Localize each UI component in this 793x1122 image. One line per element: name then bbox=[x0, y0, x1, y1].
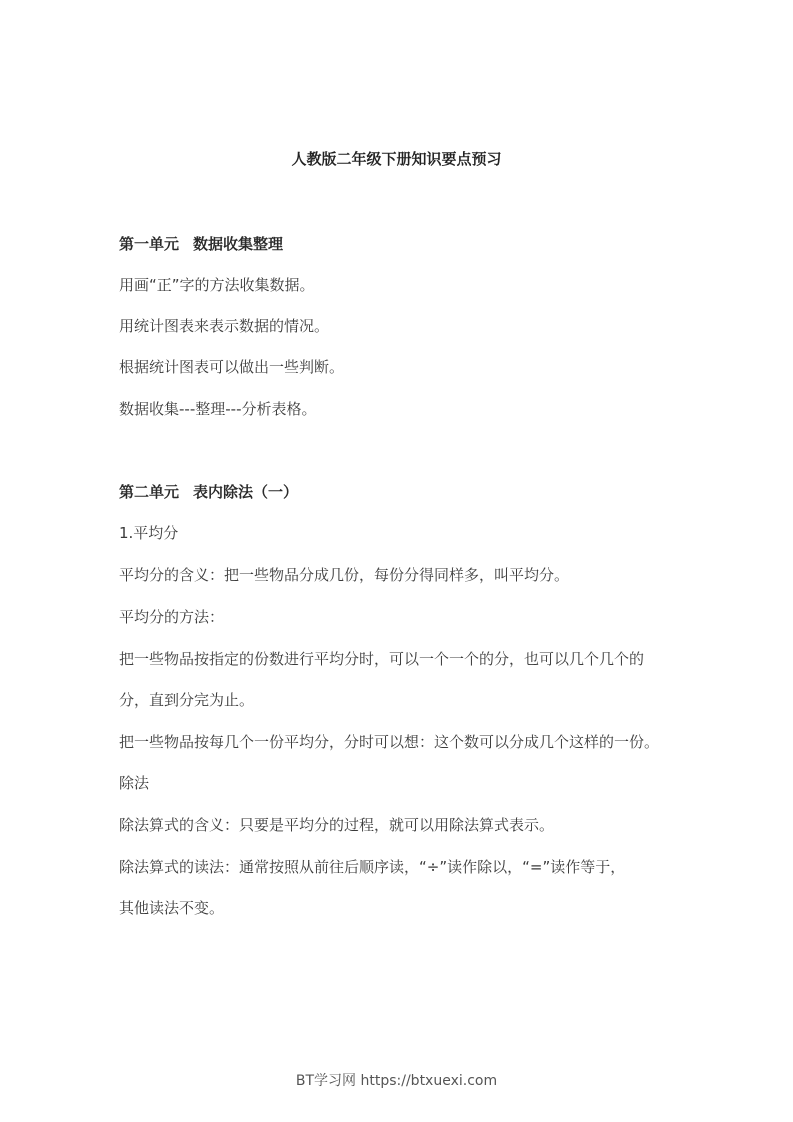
paragraph-line: 数据收集---整理---分析表格。 bbox=[119, 400, 317, 418]
subsection-title: 除法 bbox=[119, 774, 150, 792]
document-title: 人教版二年级下册知识要点预习 bbox=[291, 150, 502, 168]
subsection-title: 1.平均分 bbox=[119, 524, 179, 542]
paragraph-line: 分，直到分完为止。 bbox=[119, 691, 255, 709]
paragraph-line: 用统计图表来表示数据的情况。 bbox=[119, 317, 330, 335]
section-heading-unit-2 bbox=[119, 482, 298, 502]
paragraph-line: 根据统计图表可以做出一些判断。 bbox=[119, 358, 345, 376]
paragraph-line: 除法算式的含义：只要是平均分的过程，就可以用除法算式表示。 bbox=[119, 816, 555, 834]
section-unit-label: 第一单元 bbox=[119, 235, 180, 253]
section-topic-label: 表内除法（一） bbox=[193, 483, 299, 501]
paragraph-line: 其他读法不变。 bbox=[119, 899, 225, 917]
paragraph-line: 平均分的方法： bbox=[119, 608, 225, 626]
paragraph-line: 用画“正”字的方法收集数据。 bbox=[119, 276, 315, 294]
footer-watermark: BT学习网 https://btxuexi.com bbox=[295, 1073, 498, 1089]
section-unit-label: 第二单元 bbox=[119, 483, 180, 501]
section-heading-unit-1 bbox=[119, 234, 283, 254]
paragraph-line: 平均分的含义：把一些物品分成几份，每份分得同样多，叫平均分。 bbox=[119, 566, 570, 584]
paragraph-line: 把一些物品按指定的份数进行平均分时，可以一个一个的分，也可以几个几个的 bbox=[119, 650, 645, 668]
paragraph-line: 把一些物品按每几个一份平均分，分时可以想：这个数可以分成几个这样的一份。 bbox=[119, 733, 660, 751]
paragraph-line: 除法算式的读法：通常按照从前往后顺序读，“÷”读作除以，“=”读作等于， bbox=[119, 858, 626, 876]
section-topic-label: 数据收集整理 bbox=[193, 235, 284, 253]
